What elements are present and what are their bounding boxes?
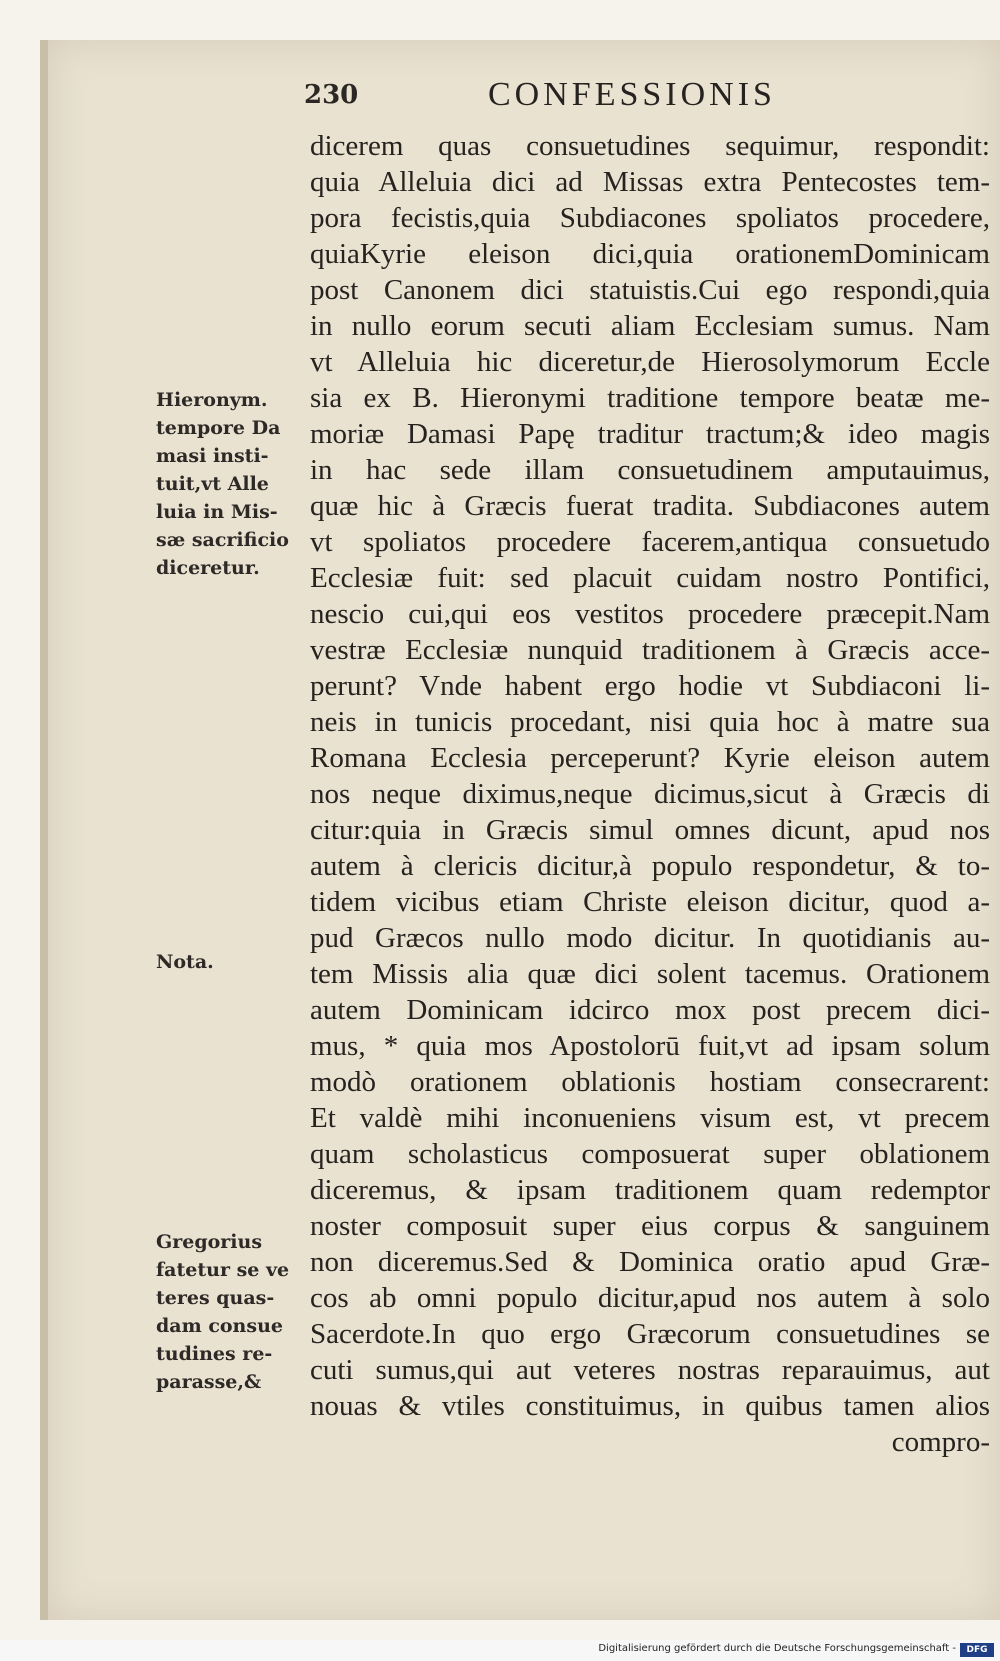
text-line: quæ hic à Græcis fuerat tradita. Subdiacones autem <box>310 490 990 522</box>
text-line: Romana Ecclesia perceperunt? Kyrie eleison autem <box>310 742 990 774</box>
text-line: neis in tunicis procedant, nisi quia hoc à matre sua <box>310 706 990 738</box>
text-line: modò orationem oblationis hostiam consecrarent: <box>310 1066 990 1098</box>
text-line: vt Alleluia hic diceretur,de Hierosolymorum Eccle <box>310 346 990 378</box>
text-line: noster composuit super eius corpus & sanguinem <box>310 1210 990 1242</box>
text-line: vestræ Ecclesiæ nunquid traditionem à Græcis acce- <box>310 634 990 666</box>
text-line: Sacerdote.In quo ergo Græcorum consuetudines se <box>310 1318 990 1350</box>
catchword: compro- <box>891 1426 990 1458</box>
marginal-line: Hieronym. <box>156 389 268 411</box>
marginal-line: luia in Mis- <box>156 501 278 523</box>
text-line: cuti sumus,qui aut veteres nostras reparauimus, aut <box>310 1354 990 1386</box>
text-line: Et valdè mihi inconueniens visum est, vt precem <box>310 1102 990 1134</box>
marginal-note-nota <box>156 948 306 976</box>
marginal-note-gregorius <box>156 1228 306 1396</box>
text-line: sia ex B. Hieronymi traditione tempore beatæ me- <box>310 382 990 414</box>
marginal-line: Nota. <box>156 951 214 973</box>
text-line: nouas & vtiles constituimus, in quibus tamen alios <box>310 1390 990 1422</box>
marginal-line: masi insti- <box>156 445 269 467</box>
text-line: quam scholasticus composuerat super oblationem <box>310 1138 990 1170</box>
text-line: nescio cui,qui eos vestitos procedere præcepit.Nam <box>310 598 990 630</box>
marginal-line: tuit,vt Alle <box>156 473 269 495</box>
page-header <box>0 76 1000 120</box>
text-line: nos neque diximus,neque dicimus,sicut à Græcis di <box>310 778 990 810</box>
text-line: post Canonem dici statuistis.Cui ego respondi,quia <box>310 274 990 306</box>
text-line: in hac sede illam consuetudinem amputauimus, <box>310 454 990 486</box>
text-line: perunt? Vnde habent ergo hodie vt Subdiaconi li- <box>310 670 990 702</box>
text-line: moriæ Damasi Papę traditur tractum;& ideo magis <box>310 418 990 450</box>
text-line: tem Missis alia quæ dici solent tacemus. Orationem <box>310 958 990 990</box>
marginal-line: parasse,& <box>156 1371 262 1393</box>
main-text-block <box>310 128 990 1460</box>
marginal-line: diceretur. <box>156 557 260 579</box>
page-number: 230 <box>304 80 359 110</box>
marginal-note-hieronymus <box>156 386 306 582</box>
marginal-line: teres quas- <box>156 1287 275 1309</box>
marginal-line: fatetur se ve <box>156 1259 290 1281</box>
marginal-line: tempore Da <box>156 417 281 439</box>
text-line: non diceremus.Sed & Dominica oratio apud Græ- <box>310 1246 990 1278</box>
text-line: cos ab omni populo dicitur,apud nos autem à solo <box>310 1282 990 1314</box>
funding-credit: Digitalisierung gefördert durch die Deutsche Forschungsgemeinschaft - <box>598 1643 956 1654</box>
text-line: mus, * quia mos Apostolorū fuit,vt ad ipsam solum <box>310 1030 990 1062</box>
text-line: autem à clericis dicitur,à populo respondetur, & to- <box>310 850 990 882</box>
marginal-line: Gregorius <box>156 1231 263 1253</box>
text-line: dicerem quas consuetudines sequimur, respondit: <box>310 130 990 162</box>
text-line: pora fecistis,quia Subdiacones spoliatos procedere, <box>310 202 990 234</box>
text-line: quiaKyrie eleison dici,quia orationemDominicam <box>310 238 990 270</box>
running-title: CONFESSIONIS <box>488 76 776 113</box>
text-line: diceremus, & ipsam traditionem quam redemptor <box>310 1174 990 1206</box>
text-line: quia Alleluia dici ad Missas extra Pentecostes tem- <box>310 166 990 198</box>
marginal-line: dam consue <box>156 1315 283 1337</box>
text-line: Ecclesiæ fuit: sed placuit cuidam nostro Pontifici, <box>310 562 990 594</box>
digitization-footer <box>0 1640 1000 1661</box>
marginal-line: sæ sacrificio <box>156 529 289 551</box>
dfg-logo: DFG <box>960 1643 994 1657</box>
text-line: in nullo eorum secuti aliam Ecclesiam sumus. Nam <box>310 310 990 342</box>
text-line: vt spoliatos procedere facerem,antiqua consuetudo <box>310 526 990 558</box>
text-line: citur:quia in Græcis simul omnes dicunt, apud nos <box>310 814 990 846</box>
marginal-line: tudines re- <box>156 1343 273 1365</box>
text-line: pud Græcos nullo modo dicitur. In quotidianis au- <box>310 922 990 954</box>
text-line: autem Dominicam idcirco mox post precem dici- <box>310 994 990 1026</box>
text-line: tidem vicibus etiam Christe eleison dicitur, quod a- <box>310 886 990 918</box>
